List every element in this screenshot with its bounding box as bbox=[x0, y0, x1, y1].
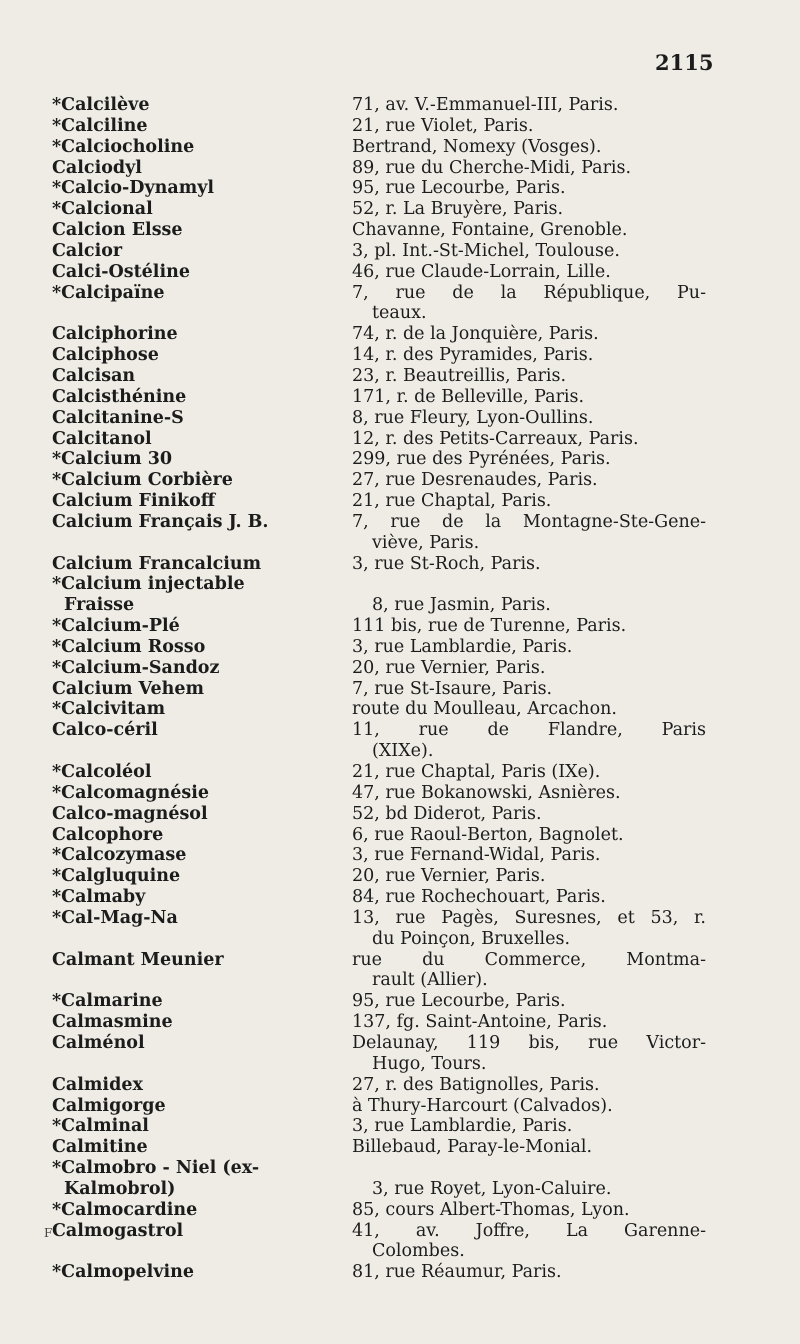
product-name bbox=[0, 679, 352, 700]
directory-entry bbox=[0, 1075, 800, 1096]
directory-entry bbox=[0, 1262, 800, 1283]
product-name-line: *Calcilève bbox=[52, 95, 150, 115]
directory-entry bbox=[0, 491, 800, 512]
product-name-line: Calmitine bbox=[52, 1137, 148, 1158]
directory-entry bbox=[0, 825, 800, 846]
product-address-line: 299, rue des Pyrénées, Paris. bbox=[352, 449, 611, 470]
product-name-line: *Calciocholine bbox=[52, 136, 195, 157]
product-address bbox=[352, 845, 706, 866]
product-name-line: *Calcium 30 bbox=[52, 449, 173, 470]
product-name-line: *Calmopelvine bbox=[52, 1262, 194, 1283]
directory-entry bbox=[0, 991, 800, 1012]
product-address bbox=[352, 429, 706, 450]
product-address bbox=[352, 1033, 706, 1075]
product-name bbox=[0, 1137, 352, 1158]
product-name bbox=[0, 887, 352, 908]
directory-entry bbox=[0, 345, 800, 366]
product-name-line: Calcium Francalcium bbox=[52, 553, 262, 574]
product-name-line: Calcium Finikoff bbox=[52, 491, 216, 512]
directory-entry bbox=[0, 1096, 800, 1117]
directory-entry bbox=[0, 116, 800, 137]
product-name bbox=[0, 804, 352, 825]
directory-entry bbox=[0, 512, 800, 554]
product-name-line: *Calcium-Sandoz bbox=[52, 657, 220, 678]
product-address bbox=[352, 512, 706, 554]
product-address bbox=[352, 199, 706, 220]
product-address-line: rault (Allier). bbox=[372, 970, 488, 991]
product-name-line: Calciphorine bbox=[52, 324, 178, 345]
product-name bbox=[0, 699, 352, 720]
product-name-line bbox=[0, 1241, 352, 1262]
product-name-line: *Calcoléol bbox=[52, 762, 152, 782]
directory-entry bbox=[0, 408, 800, 429]
product-address-line: 14, r. des Pyramides, Paris. bbox=[352, 345, 594, 366]
product-name-line: Calco-céril bbox=[52, 720, 158, 741]
product-name-line: *Calgluquine bbox=[52, 866, 181, 887]
directory-entry bbox=[0, 324, 800, 345]
product-name-line: *Calmocardine bbox=[52, 1199, 198, 1220]
product-address-line: 3, rue Lamblardie, Paris. bbox=[352, 636, 573, 657]
product-name bbox=[0, 783, 352, 804]
product-name bbox=[0, 199, 352, 220]
product-address bbox=[352, 825, 706, 846]
product-address-line: 7, rue St-Isaure, Paris. bbox=[352, 678, 553, 699]
product-name-line: Calcitanine-S bbox=[52, 407, 184, 428]
product-address-line bbox=[352, 1158, 706, 1179]
product-name-line: Calmant Meunier bbox=[52, 949, 224, 970]
product-name bbox=[0, 262, 352, 283]
product-address bbox=[352, 866, 706, 887]
product-address bbox=[352, 220, 706, 241]
product-address bbox=[352, 1012, 706, 1033]
directory-entry bbox=[0, 387, 800, 408]
product-name-line bbox=[0, 741, 352, 762]
product-address-line: 3, rue Fernand-Widal, Paris. bbox=[352, 845, 601, 866]
product-address-line: 3, rue Royet, Lyon-Caluire. bbox=[372, 1178, 612, 1199]
directory-entry bbox=[0, 679, 800, 700]
product-address-line: du Poinçon, Bruxelles. bbox=[372, 928, 571, 949]
directory-entry bbox=[0, 449, 800, 470]
directory-entry bbox=[0, 1221, 800, 1263]
product-name bbox=[0, 616, 352, 637]
product-name-line bbox=[0, 303, 352, 324]
product-name-line: Calcisan bbox=[52, 365, 136, 386]
margin-mark: F bbox=[44, 1226, 53, 1240]
product-name bbox=[0, 950, 352, 992]
product-name-line: Calmasmine bbox=[52, 1012, 173, 1033]
directory-entry bbox=[0, 1158, 800, 1200]
product-address bbox=[352, 887, 706, 908]
directory-entry bbox=[0, 658, 800, 679]
product-address-line: 11, rue de Flandre, Paris bbox=[352, 720, 706, 741]
product-address-line: route du Moulleau, Arcachon. bbox=[352, 699, 617, 720]
directory-entry bbox=[0, 199, 800, 220]
product-name-line: *Calcozymase bbox=[52, 845, 187, 866]
product-address bbox=[352, 720, 706, 762]
directory-entry bbox=[0, 637, 800, 658]
product-address-line: 81, rue Réaumur, Paris. bbox=[352, 1262, 562, 1283]
product-address-line: 47, rue Bokanowski, Asnières. bbox=[352, 782, 621, 803]
product-address-line: 171, r. de Belleville, Paris. bbox=[352, 386, 585, 407]
product-name-line: Fraisse bbox=[64, 595, 135, 616]
product-name bbox=[0, 366, 352, 387]
product-name-line: Calménol bbox=[52, 1032, 145, 1053]
product-name-line: *Calcio-Dynamyl bbox=[52, 178, 215, 199]
product-name-line: Calmidex bbox=[52, 1074, 143, 1095]
product-address bbox=[352, 95, 706, 116]
directory-entry bbox=[0, 908, 800, 950]
product-name-line bbox=[0, 533, 352, 554]
product-address-line: rue du Commerce, Montma- bbox=[352, 949, 706, 970]
product-name-line: *Calmaby bbox=[52, 887, 146, 908]
product-address bbox=[352, 345, 706, 366]
product-address-line: 7, rue de la République, Pu- bbox=[352, 282, 706, 303]
product-address-line: Bertrand, Nomexy (Vosges). bbox=[352, 136, 602, 157]
product-name-line: *Cal-Mag-Na bbox=[52, 907, 178, 928]
product-address-line: 137, fg. Saint-Antoine, Paris. bbox=[352, 1012, 608, 1033]
product-address-line: Colombes. bbox=[372, 1241, 465, 1262]
product-name-line bbox=[0, 929, 352, 950]
directory-entry bbox=[0, 699, 800, 720]
product-address bbox=[352, 366, 706, 387]
product-name-line: *Calmobro - Niel (ex- bbox=[52, 1158, 260, 1179]
product-name bbox=[0, 825, 352, 846]
directory-entry bbox=[0, 554, 800, 575]
product-address-line: Hugo, Tours. bbox=[372, 1053, 487, 1074]
directory-entry bbox=[0, 178, 800, 199]
directory-entry bbox=[0, 1116, 800, 1137]
product-address-line: 8, rue Jasmin, Paris. bbox=[372, 595, 551, 616]
product-name bbox=[0, 1200, 352, 1221]
product-address-line: 20, rue Vernier, Paris. bbox=[352, 657, 546, 678]
product-address-line: 13, rue Pagès, Suresnes, et 53, r. bbox=[352, 907, 706, 928]
product-name-line bbox=[0, 1054, 352, 1075]
product-name-line: Calcitanol bbox=[52, 428, 152, 449]
product-name-line: Calcium Vehem bbox=[52, 678, 205, 699]
product-name bbox=[0, 1012, 352, 1033]
directory-entry bbox=[0, 262, 800, 283]
product-address-line: 41, av. Joffre, La Garenne- bbox=[352, 1220, 706, 1241]
product-address-line: à Thury-Harcourt (Calvados). bbox=[352, 1095, 613, 1116]
product-name-line: Calcior bbox=[52, 240, 123, 261]
product-address bbox=[352, 116, 706, 137]
product-name bbox=[0, 283, 352, 325]
product-name bbox=[0, 429, 352, 450]
product-name bbox=[0, 1096, 352, 1117]
product-address bbox=[352, 1221, 706, 1263]
product-address-line: 12, r. des Petits-Carreaux, Paris. bbox=[352, 428, 639, 449]
product-address bbox=[352, 616, 706, 637]
product-address-line: 46, rue Claude-Lorrain, Lille. bbox=[352, 261, 611, 282]
product-address-line: 89, rue du Cherche-Midi, Paris. bbox=[352, 157, 632, 178]
product-address bbox=[352, 491, 706, 512]
product-name bbox=[0, 720, 352, 762]
product-name bbox=[0, 241, 352, 262]
product-address bbox=[352, 324, 706, 345]
product-name bbox=[0, 991, 352, 1012]
product-address bbox=[352, 178, 706, 199]
product-address bbox=[352, 1075, 706, 1096]
product-name bbox=[0, 408, 352, 429]
directory-entry bbox=[0, 137, 800, 158]
product-name-line bbox=[0, 970, 352, 991]
product-address bbox=[352, 554, 706, 575]
product-name-line: *Calcional bbox=[52, 199, 153, 220]
product-name-line: Calmigorge bbox=[52, 1095, 166, 1116]
product-address-line: 95, rue Lecourbe, Paris. bbox=[352, 991, 566, 1012]
directory-entry bbox=[0, 220, 800, 241]
product-address bbox=[352, 1137, 706, 1158]
directory-entry bbox=[0, 845, 800, 866]
product-name-line: *Calcium injectable bbox=[52, 574, 245, 595]
directory-entry bbox=[0, 1012, 800, 1033]
product-name-line: Kalmobrol) bbox=[64, 1178, 176, 1199]
product-name-line: *Calmarine bbox=[52, 991, 163, 1012]
directory-entry bbox=[0, 1033, 800, 1075]
product-address-line: 3, rue St-Roch, Paris. bbox=[352, 553, 541, 574]
product-name-line: Calcophore bbox=[52, 824, 164, 845]
product-name-line: *Calciline bbox=[52, 115, 148, 136]
product-name-line: Calcium Français J. B. bbox=[52, 511, 269, 532]
product-address-line: viève, Paris. bbox=[372, 532, 480, 553]
directory-entry bbox=[0, 950, 800, 992]
product-address bbox=[352, 408, 706, 429]
product-address bbox=[352, 991, 706, 1012]
directory-entry bbox=[0, 762, 800, 783]
product-address-line: 21, rue Chaptal, Paris. bbox=[352, 491, 552, 512]
product-address-line: 8, rue Fleury, Lyon-Oullins. bbox=[352, 407, 594, 428]
directory-entry bbox=[0, 783, 800, 804]
directory-entry bbox=[0, 366, 800, 387]
product-address bbox=[352, 449, 706, 470]
product-address bbox=[352, 804, 706, 825]
directory-entry bbox=[0, 470, 800, 491]
product-address bbox=[352, 1096, 706, 1117]
product-address bbox=[352, 158, 706, 179]
directory-entry bbox=[0, 1200, 800, 1221]
product-name bbox=[0, 1158, 352, 1200]
page-number: 2115 bbox=[655, 50, 714, 75]
product-name-line: *Calcium Rosso bbox=[52, 636, 206, 657]
product-address bbox=[352, 950, 706, 992]
product-address bbox=[352, 658, 706, 679]
product-name-line: *Calcomagnésie bbox=[52, 782, 209, 803]
product-name bbox=[0, 512, 352, 554]
product-name bbox=[0, 158, 352, 179]
product-address bbox=[352, 1116, 706, 1137]
product-address-line: 27, r. des Batignolles, Paris. bbox=[352, 1074, 600, 1095]
product-address bbox=[352, 699, 706, 720]
product-address bbox=[352, 137, 706, 158]
product-name bbox=[0, 470, 352, 491]
product-name bbox=[0, 866, 352, 887]
product-name bbox=[0, 574, 352, 616]
product-name bbox=[0, 345, 352, 366]
product-name-line: *Calcium Corbière bbox=[52, 470, 233, 491]
product-address-line: 21, rue Violet, Paris. bbox=[352, 115, 534, 136]
product-name-line: Calcion Elsse bbox=[52, 220, 183, 241]
directory-entry bbox=[0, 804, 800, 825]
product-address-line: 84, rue Rochechouart, Paris. bbox=[352, 887, 606, 908]
product-name-line: *Calcipaïne bbox=[52, 282, 165, 303]
product-name bbox=[0, 554, 352, 575]
product-address-line: 74, r. de la Jonquière, Paris. bbox=[352, 324, 599, 345]
product-address bbox=[352, 283, 706, 325]
product-name bbox=[0, 1116, 352, 1137]
product-name-line: *Calcium-Plé bbox=[52, 616, 180, 637]
product-name-line: *Calcivitam bbox=[52, 699, 166, 720]
product-name-line: Calciodyl bbox=[52, 157, 142, 178]
product-address-line: 21, rue Chaptal, Paris (IXe). bbox=[352, 762, 601, 782]
product-name bbox=[0, 220, 352, 241]
entry-list bbox=[0, 95, 800, 1283]
product-address-line: 52, bd Diderot, Paris. bbox=[352, 803, 542, 824]
directory-entry bbox=[0, 283, 800, 325]
product-name bbox=[0, 449, 352, 470]
product-name-line: Calcisthénine bbox=[52, 386, 187, 407]
product-address bbox=[352, 908, 706, 950]
product-address-line bbox=[352, 574, 706, 595]
product-address bbox=[352, 762, 706, 783]
product-name-line: Calmogastrol bbox=[52, 1220, 184, 1241]
product-address-line: 95, rue Lecourbe, Paris. bbox=[352, 178, 566, 199]
product-address-line: Chavanne, Fontaine, Grenoble. bbox=[352, 220, 628, 241]
product-address-line: 71, av. V.-Emmanuel-III, Paris. bbox=[352, 95, 619, 115]
product-name bbox=[0, 137, 352, 158]
product-name bbox=[0, 1033, 352, 1075]
product-address-line: 27, rue Desrenaudes, Paris. bbox=[352, 470, 598, 491]
product-address-line: 7, rue de la Montagne-Ste-Gene- bbox=[352, 511, 706, 532]
directory-entry bbox=[0, 887, 800, 908]
directory-entry bbox=[0, 574, 800, 616]
product-name-line: *Calminal bbox=[52, 1116, 149, 1137]
product-name bbox=[0, 178, 352, 199]
product-address bbox=[352, 262, 706, 283]
product-name bbox=[0, 1262, 352, 1283]
product-name bbox=[0, 95, 352, 116]
product-name bbox=[0, 324, 352, 345]
product-address bbox=[352, 470, 706, 491]
product-address-line: 6, rue Raoul-Berton, Bagnolet. bbox=[352, 824, 624, 845]
product-address-line: 3, pl. Int.-St-Michel, Toulouse. bbox=[352, 240, 620, 261]
product-name bbox=[0, 1221, 352, 1263]
product-name-line: Calco-magnésol bbox=[52, 803, 208, 824]
product-name bbox=[0, 908, 352, 950]
product-address bbox=[352, 783, 706, 804]
directory-entry bbox=[0, 241, 800, 262]
product-address bbox=[352, 1262, 706, 1283]
product-name bbox=[0, 116, 352, 137]
product-address-line: Billebaud, Paray-le-Monial. bbox=[352, 1137, 593, 1158]
product-address bbox=[352, 637, 706, 658]
product-name bbox=[0, 387, 352, 408]
directory-entry bbox=[0, 866, 800, 887]
directory-entry bbox=[0, 616, 800, 637]
product-name bbox=[0, 762, 352, 783]
product-name-line: Calci-Ostéline bbox=[52, 261, 190, 282]
product-address bbox=[352, 574, 706, 616]
product-address bbox=[352, 241, 706, 262]
product-address-line: 23, r. Beautreillis, Paris. bbox=[352, 365, 567, 386]
product-name-line: Calciphose bbox=[52, 345, 159, 366]
directory-entry bbox=[0, 1137, 800, 1158]
product-address-line: 3, rue Lamblardie, Paris. bbox=[352, 1116, 573, 1137]
product-address-line: 20, rue Vernier, Paris. bbox=[352, 866, 546, 887]
product-name bbox=[0, 658, 352, 679]
product-address-line: 52, r. La Bruyère, Paris. bbox=[352, 199, 564, 220]
product-address bbox=[352, 679, 706, 700]
product-address-line: 85, cours Albert-Thomas, Lyon. bbox=[352, 1199, 630, 1220]
product-address-line: 111 bis, rue de Turenne, Paris. bbox=[352, 616, 627, 637]
product-address bbox=[352, 387, 706, 408]
product-name bbox=[0, 637, 352, 658]
product-address-line: (XIXe). bbox=[372, 741, 434, 762]
product-address-line: Delaunay, 119 bis, rue Victor- bbox=[352, 1032, 706, 1053]
product-address bbox=[352, 1200, 706, 1221]
directory-entry bbox=[0, 720, 800, 762]
product-address-line: teaux. bbox=[372, 303, 427, 324]
directory-entry bbox=[0, 429, 800, 450]
product-name bbox=[0, 491, 352, 512]
product-name bbox=[0, 1075, 352, 1096]
directory-entry bbox=[0, 95, 800, 116]
product-name bbox=[0, 845, 352, 866]
directory-entry bbox=[0, 158, 800, 179]
product-address bbox=[352, 1158, 706, 1200]
